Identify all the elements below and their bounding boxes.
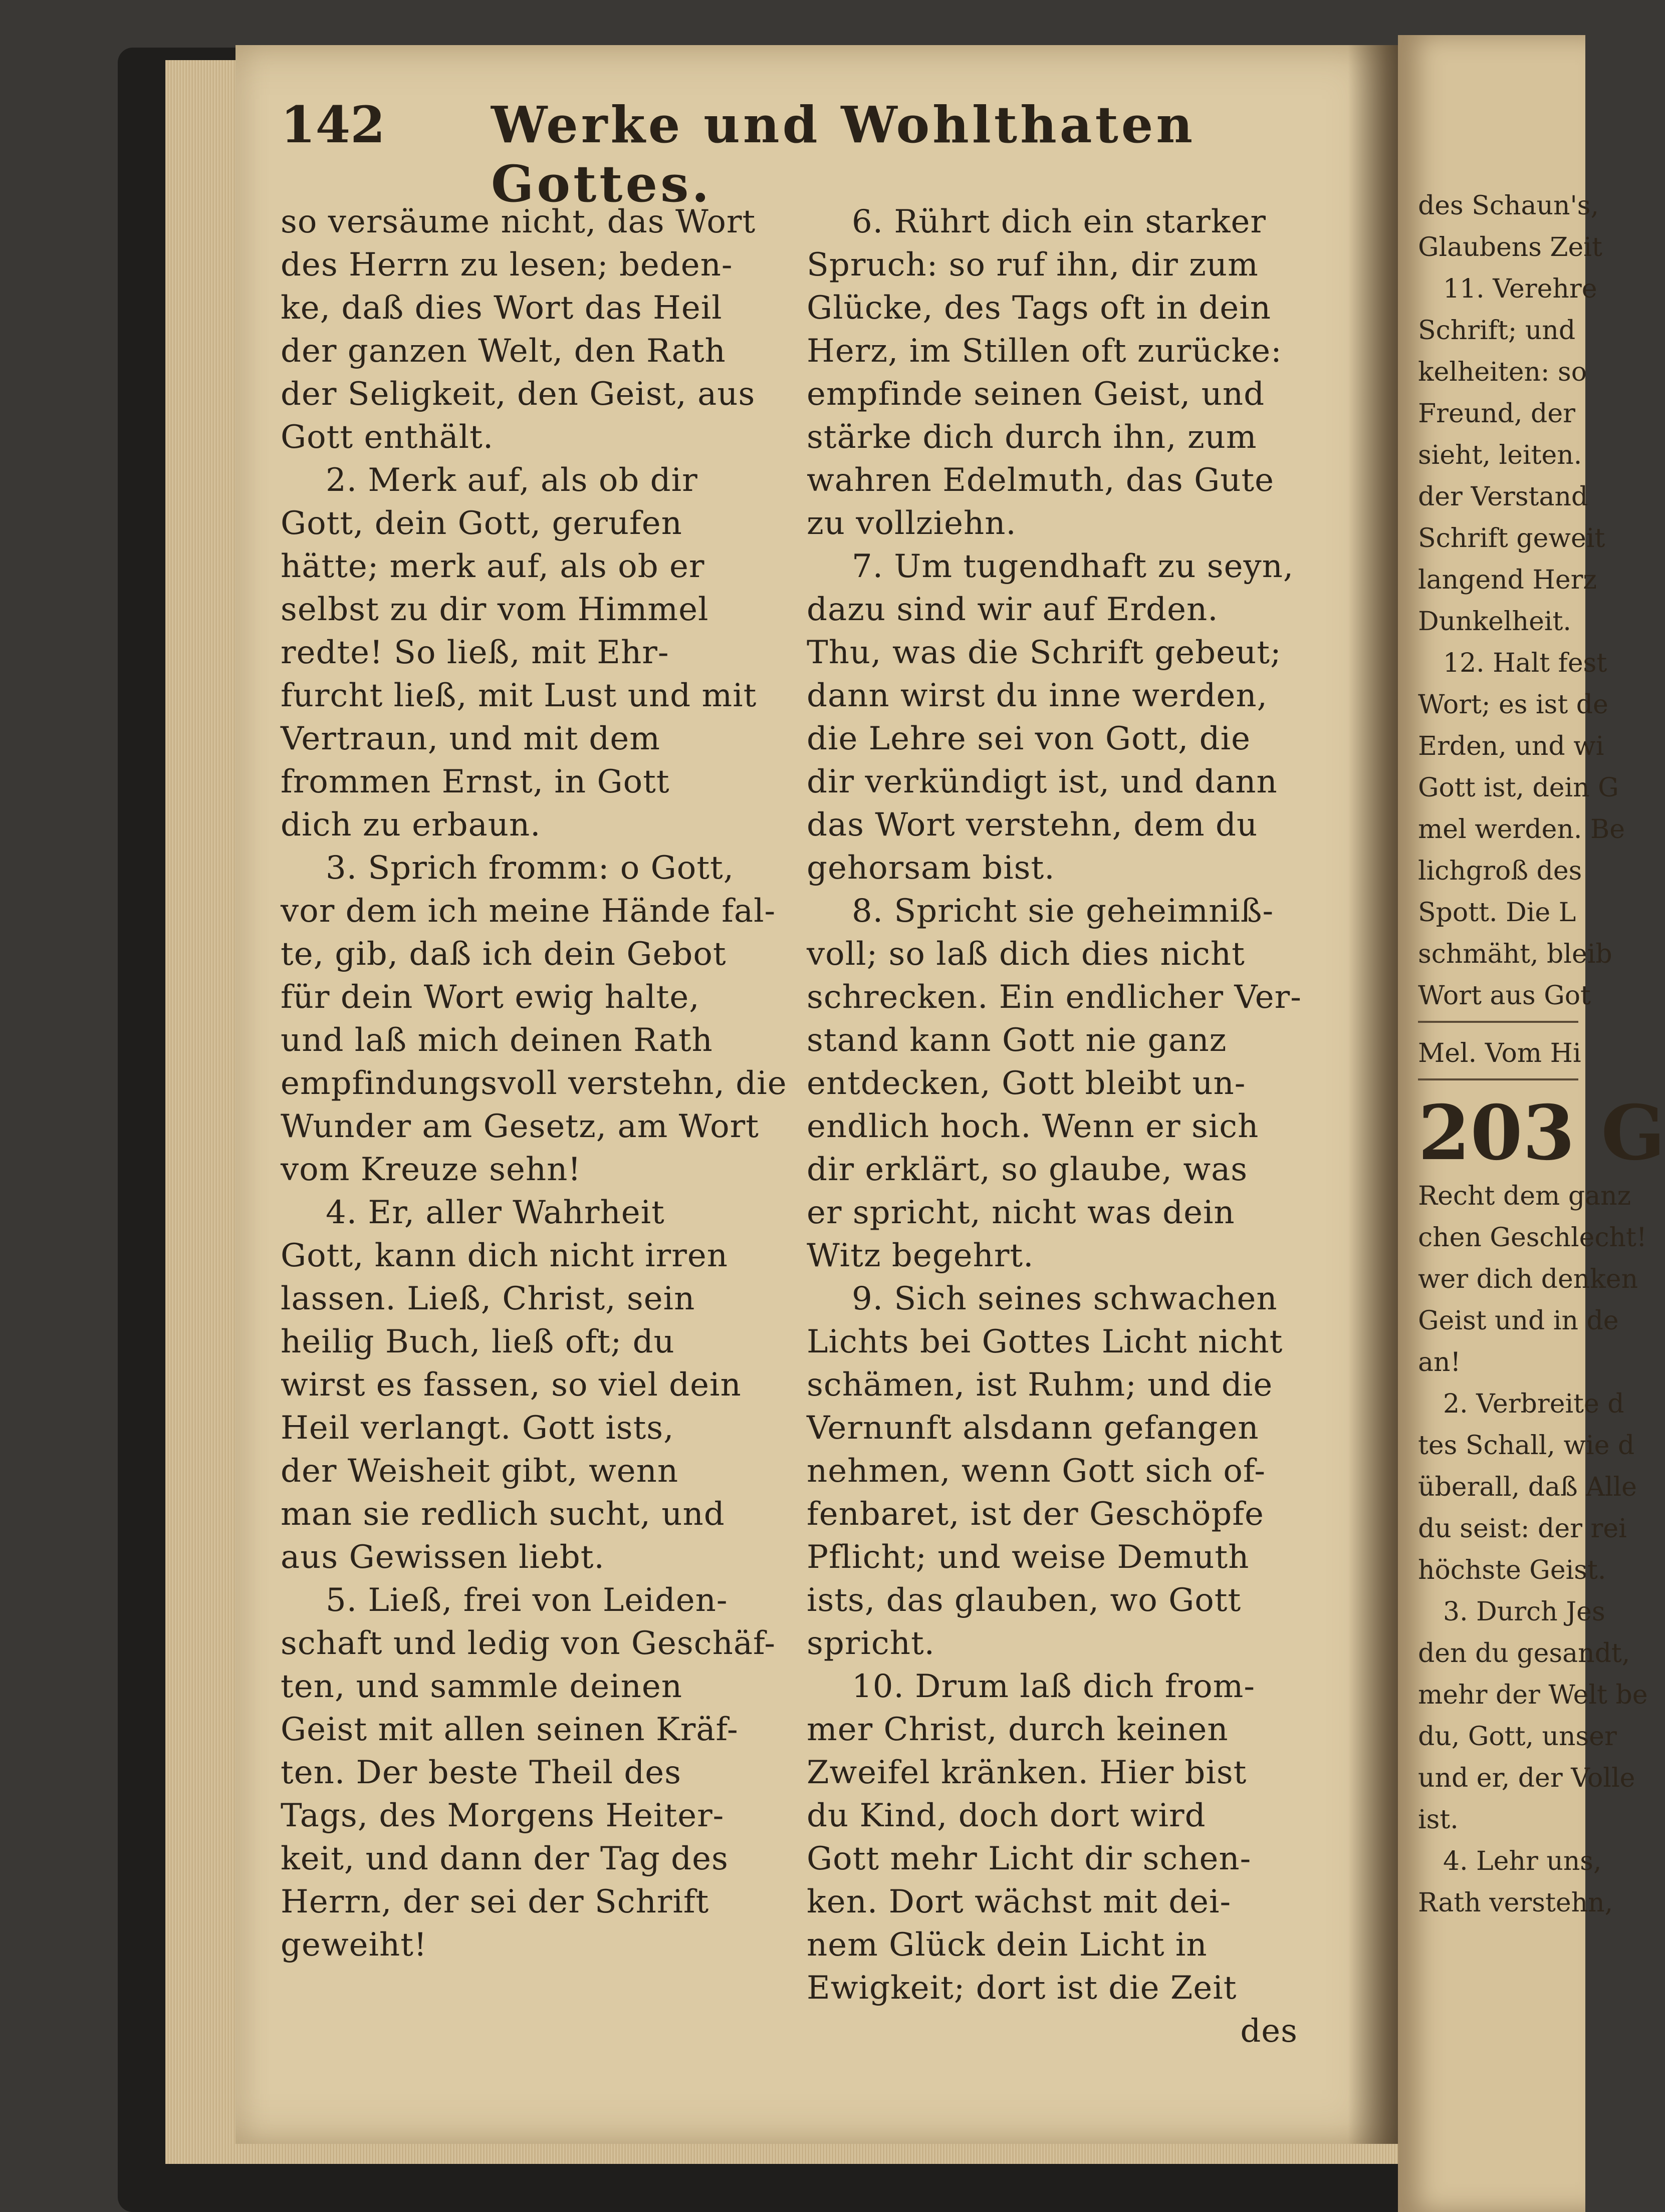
facing-text-line: Schrift geweit bbox=[1418, 523, 1605, 554]
text-line: Gott mehr Licht dir schen- bbox=[807, 1840, 1252, 1877]
running-title: Werke und Wohlthaten Gottes. bbox=[491, 95, 1196, 213]
facing-page bbox=[1398, 35, 1665, 2212]
text-line: Spruch: so ruf ihn, dir zum bbox=[807, 246, 1259, 284]
text-line: 3. Sprich fromm: o Gott, bbox=[326, 850, 735, 887]
facing-text-line: Dunkelheit. bbox=[1418, 607, 1571, 637]
text-line: aus Gewissen liebt. bbox=[281, 1539, 605, 1576]
facing-text-line: Geist und in de bbox=[1418, 1306, 1619, 1336]
facing-text-line: der Verstand bbox=[1418, 482, 1588, 512]
facing-text-line: 12. Halt fest bbox=[1443, 648, 1607, 678]
text-line: schrecken. Ein endlicher Ver- bbox=[807, 979, 1302, 1016]
text-line: so versäume nicht, das Wort bbox=[281, 203, 756, 240]
facing-text-line: chen Geschlecht! bbox=[1418, 1223, 1647, 1253]
text-line: Herz, im Stillen oft zurücke: bbox=[807, 333, 1282, 370]
text-line: der ganzen Welt, den Rath bbox=[281, 333, 726, 370]
text-line: Herrn, der sei der Schrift bbox=[281, 1883, 709, 1920]
text-line: stärke dich durch ihn, zum bbox=[807, 419, 1257, 456]
facing-text-line: tes Schall, wie d bbox=[1418, 1431, 1635, 1461]
text-line: 2. Merk auf, als ob dir bbox=[326, 462, 698, 499]
text-line: vom Kreuze sehn! bbox=[281, 1151, 582, 1188]
text-line: hätte; merk auf, als ob er bbox=[281, 548, 705, 585]
text-line: Gott, dein Gott, gerufen bbox=[281, 505, 682, 542]
facing-text-line: und er, der Volle bbox=[1418, 1763, 1635, 1793]
facing-text-line: Wort; es ist de bbox=[1418, 690, 1608, 720]
facing-text-line: Glaubens Zeit bbox=[1418, 232, 1602, 262]
text-line: Thu, was die Schrift gebeut; bbox=[807, 634, 1282, 671]
text-line: ten. Der beste Theil des bbox=[281, 1754, 681, 1791]
text-line: dir erklärt, so glaube, was bbox=[807, 1151, 1248, 1188]
page-number: 142 bbox=[281, 95, 385, 154]
text-line: ke, daß dies Wort das Heil bbox=[281, 290, 723, 327]
text-line: geweiht! bbox=[281, 1926, 427, 1964]
text-line: der Weisheit gibt, wenn bbox=[281, 1453, 679, 1490]
text-line: Lichts bei Gottes Licht nicht bbox=[807, 1323, 1283, 1360]
text-line: Gott enthält. bbox=[281, 419, 494, 456]
facing-text-line: Freund, der bbox=[1418, 399, 1575, 429]
text-line: 4. Er, aller Wahrheit bbox=[326, 1194, 665, 1231]
text-line: dazu sind wir auf Erden. bbox=[807, 591, 1219, 628]
facing-page-text bbox=[1418, 185, 1665, 1924]
text-line: heilig Buch, ließ oft; du bbox=[281, 1323, 675, 1360]
text-line: zu vollziehn. bbox=[807, 505, 1017, 542]
text-line: spricht. bbox=[807, 1625, 935, 1662]
facing-text-line: den du gesandt, bbox=[1418, 1638, 1630, 1669]
text-line: Vertraun, und mit dem bbox=[281, 720, 660, 757]
text-line: ken. Dort wächst mit dei- bbox=[807, 1883, 1232, 1920]
text-line: furcht ließ, mit Lust und mit bbox=[281, 677, 757, 714]
hymn-number: 203 G bbox=[1418, 1089, 1665, 1177]
text-line: Gott, kann dich nicht irren bbox=[281, 1237, 728, 1274]
text-line: entdecken, Gott bleibt un- bbox=[807, 1065, 1246, 1102]
text-line: für dein Wort ewig halte, bbox=[281, 979, 700, 1016]
facing-text-line: mel werden. Be bbox=[1418, 814, 1625, 845]
text-line: des Herrn zu lesen; beden- bbox=[281, 246, 733, 284]
text-line: man sie redlich sucht, und bbox=[281, 1496, 725, 1533]
text-line: schämen, ist Ruhm; und die bbox=[807, 1366, 1273, 1404]
facing-text-line: 11. Verehre bbox=[1443, 274, 1597, 304]
facing-text-line: höchste Geist. bbox=[1418, 1555, 1606, 1585]
text-line: wirst es fassen, so viel dein bbox=[281, 1366, 742, 1404]
text-line: empfinde seinen Geist, und bbox=[807, 376, 1265, 413]
text-line: und laß mich deinen Rath bbox=[281, 1022, 713, 1059]
right-text-column bbox=[807, 200, 1308, 2054]
text-line: wahren Edelmuth, das Gute bbox=[807, 462, 1274, 499]
text-line: Witz begehrt. bbox=[807, 1237, 1034, 1274]
text-line: 7. Um tugendhaft zu seyn, bbox=[852, 548, 1294, 585]
text-line: Vernunft alsdann gefangen bbox=[807, 1410, 1259, 1447]
text-line: fenbaret, ist der Geschöpfe bbox=[807, 1496, 1264, 1533]
facing-text-line: Schrift; und bbox=[1418, 316, 1576, 346]
text-line: vor dem ich meine Hände fal- bbox=[281, 893, 776, 930]
facing-text-line: schmäht, bleib bbox=[1418, 939, 1612, 969]
facing-text-line: langend Herz bbox=[1418, 565, 1597, 595]
facing-text-line: du, Gott, unser bbox=[1418, 1722, 1617, 1752]
text-line: nem Glück dein Licht in bbox=[807, 1926, 1208, 1964]
text-line: te, gib, daß ich dein Gebot bbox=[281, 936, 727, 973]
text-line: redte! So ließ, mit Ehr- bbox=[281, 634, 669, 671]
facing-text-line: lichgroß des bbox=[1418, 856, 1582, 886]
text-line: Ewigkeit; dort ist die Zeit bbox=[807, 1970, 1237, 2007]
text-line: nehmen, wenn Gott sich of- bbox=[807, 1453, 1266, 1490]
facing-text-line: kelheiten: so bbox=[1418, 357, 1587, 387]
text-line: das Wort verstehn, dem du bbox=[807, 806, 1258, 844]
facing-text-line: Wort aus Got bbox=[1418, 981, 1591, 1011]
text-line: Wunder am Gesetz, am Wort bbox=[281, 1108, 759, 1145]
section-divider bbox=[1418, 1021, 1578, 1023]
facing-text-line: sieht, leiten. bbox=[1418, 440, 1582, 470]
text-line: dir verkündigt ist, und dann bbox=[807, 763, 1278, 800]
text-line: gehorsam bist. bbox=[807, 850, 1055, 887]
facing-page-verses-top bbox=[1418, 185, 1625, 1017]
facing-text-line: Recht dem ganz bbox=[1418, 1181, 1631, 1211]
text-line: endlich hoch. Wenn er sich bbox=[807, 1108, 1259, 1145]
text-line: 6. Rührt dich ein starker bbox=[852, 203, 1266, 240]
facing-text-line: 2. Verbreite d bbox=[1443, 1389, 1624, 1419]
text-line: empfindungsvoll verstehn, die bbox=[281, 1065, 787, 1102]
text-line: keit, und dann der Tag des bbox=[281, 1840, 729, 1877]
text-line: frommen Ernst, in Gott bbox=[281, 763, 670, 800]
facing-text-line: Erden, und wi bbox=[1418, 731, 1604, 761]
text-line: Glücke, des Tags oft in dein bbox=[807, 290, 1271, 327]
text-line: stand kann Gott nie ganz bbox=[807, 1022, 1227, 1059]
text-line: 8. Spricht sie geheimniß- bbox=[852, 893, 1274, 930]
melody-line: Mel. Vom Hi bbox=[1418, 1038, 1581, 1068]
section-divider bbox=[1418, 1078, 1578, 1080]
facing-text-line: Spott. Die L bbox=[1418, 898, 1576, 928]
facing-page-verses-bottom bbox=[1418, 1176, 1648, 1924]
text-line: er spricht, nicht was dein bbox=[807, 1194, 1235, 1231]
facing-text-line: Gott ist, dein G bbox=[1418, 773, 1619, 803]
page-header bbox=[281, 95, 1293, 213]
text-line: 9. Sich seines schwachen bbox=[852, 1280, 1278, 1317]
facing-text-line: wer dich denken bbox=[1418, 1264, 1638, 1294]
facing-text-line: überall, daß Alle bbox=[1418, 1472, 1637, 1502]
text-line: der Seligkeit, den Geist, aus bbox=[281, 376, 756, 413]
text-line: mer Christ, durch keinen bbox=[807, 1711, 1229, 1748]
text-line: die Lehre sei von Gott, die bbox=[807, 720, 1251, 757]
facing-text-line: 3. Durch Jes bbox=[1443, 1597, 1605, 1627]
facing-text-line: des Schaun's, bbox=[1418, 191, 1599, 221]
text-line: Geist mit allen seinen Kräf- bbox=[281, 1711, 739, 1748]
text-line: dann wirst du inne werden, bbox=[807, 677, 1268, 714]
facing-text-line: du seist: der rei bbox=[1418, 1514, 1627, 1544]
text-line: Zweifel kränken. Hier bist bbox=[807, 1754, 1247, 1791]
facing-text-line: mehr der Welt be bbox=[1418, 1680, 1648, 1710]
text-line: schaft und ledig von Geschäf- bbox=[281, 1625, 776, 1662]
facing-text-line: an! bbox=[1418, 1347, 1461, 1377]
text-line: lassen. Ließ, Christ, sein bbox=[281, 1280, 695, 1317]
text-line: du Kind, doch dort wird bbox=[807, 1797, 1206, 1834]
text-line: Tags, des Morgens Heiter- bbox=[281, 1797, 725, 1834]
text-line: Pflicht; und weise Demuth bbox=[807, 1539, 1250, 1576]
facing-text-line: ist. bbox=[1418, 1805, 1459, 1835]
facing-text-line: 4. Lehr uns, bbox=[1443, 1846, 1602, 1876]
text-line: dich zu erbaun. bbox=[281, 806, 541, 844]
text-line: voll; so laß dich dies nicht bbox=[807, 936, 1245, 973]
text-line: selbst zu dir vom Himmel bbox=[281, 591, 709, 628]
catchword: des bbox=[1240, 2013, 1298, 2050]
left-text-column bbox=[281, 200, 787, 2054]
text-line: 5. Ließ, frei von Leiden- bbox=[326, 1582, 728, 1619]
text-line: 10. Drum laß dich from- bbox=[852, 1668, 1255, 1705]
text-line: ten, und sammle deinen bbox=[281, 1668, 682, 1705]
text-line: Heil verlangt. Gott ists, bbox=[281, 1410, 674, 1447]
facing-text-line: Rath verstehn, bbox=[1418, 1888, 1613, 1918]
text-line: ists, das glauben, wo Gott bbox=[807, 1582, 1242, 1619]
